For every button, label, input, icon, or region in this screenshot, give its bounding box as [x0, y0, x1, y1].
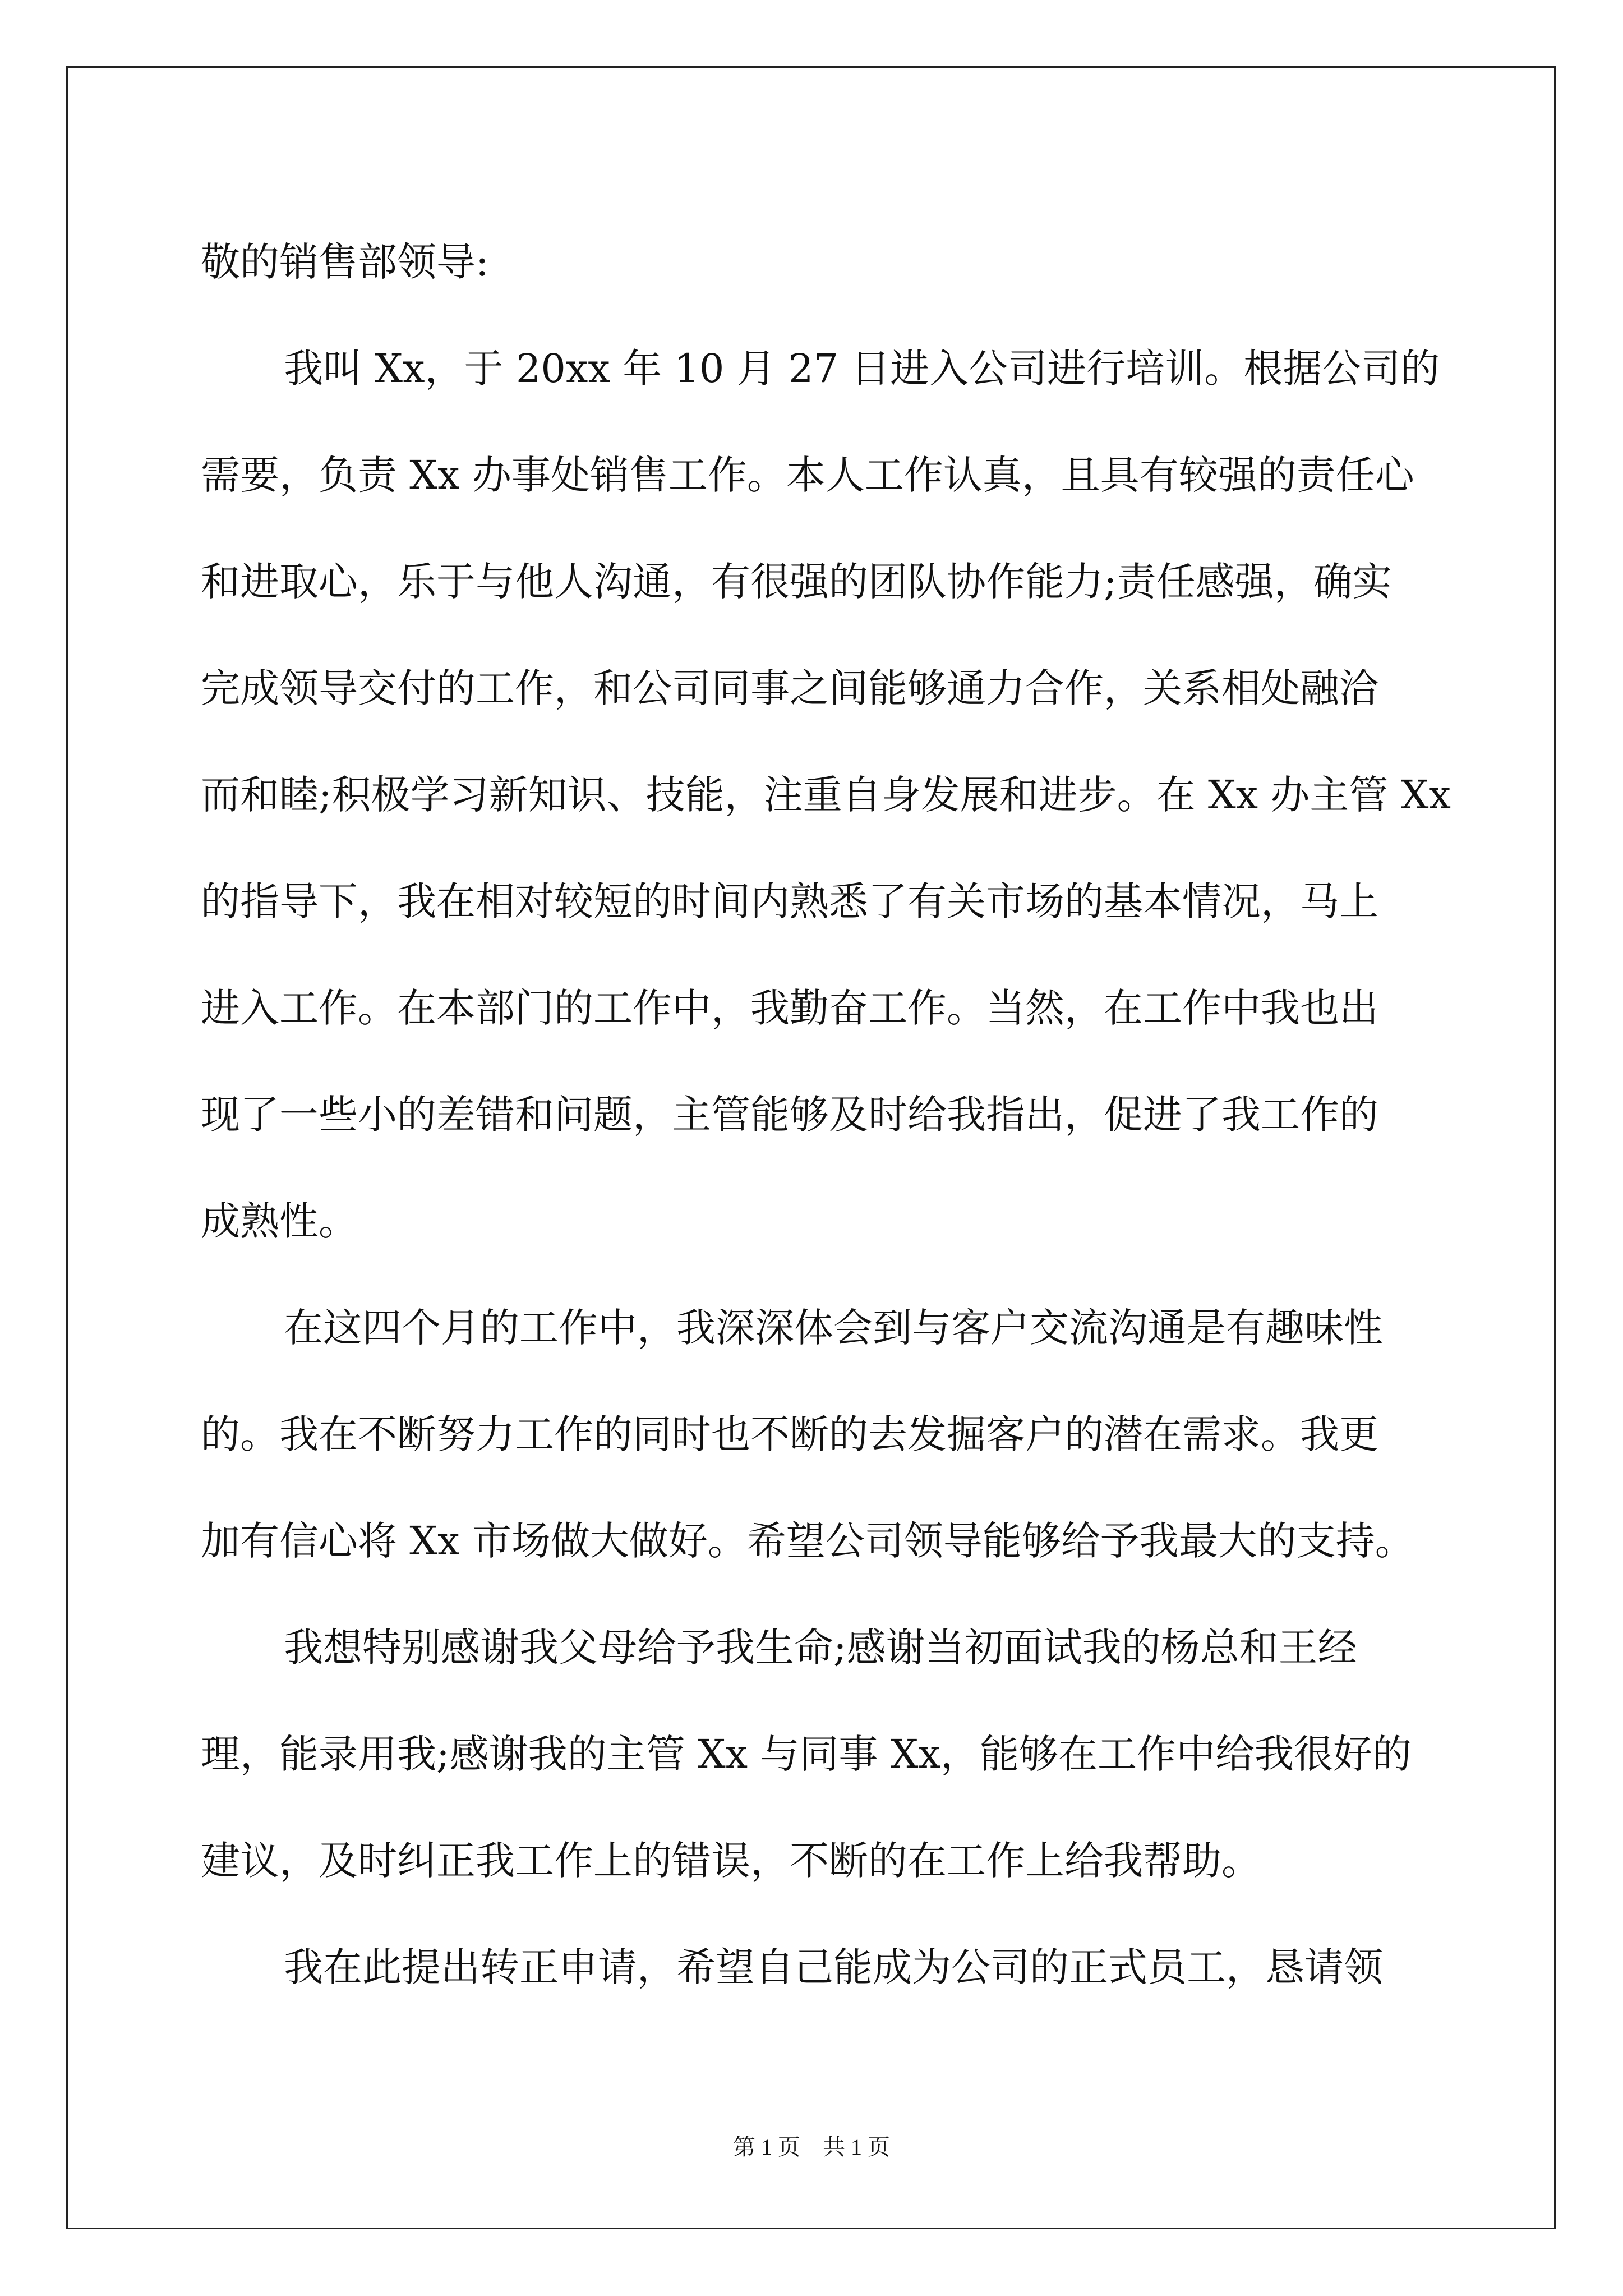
text-line: 理，能录用我;感谢我的主管 Xx 与同事 Xx，能够在工作中给我很好的	[201, 1731, 1412, 1777]
salutation-line: 敬的销售部领导:	[201, 239, 489, 285]
text-line: 加有信心将 Xx 市场做大做好。希望公司领导能够给予我最大的支持。	[201, 1518, 1414, 1564]
text-line: 我在此提出转正申请，希望自己能成为公司的正式员工，恳请领	[284, 1944, 1383, 1990]
page-footer: 第 1 页 共 1 页	[733, 2134, 890, 2160]
text-line: 而和睦;积极学习新知识、技能，注重自身发展和进步。在 Xx 办主管 Xx	[201, 772, 1451, 818]
text-line: 建议，及时纠正我工作上的错误，不断的在工作上给我帮助。	[201, 1838, 1261, 1884]
text-line: 成熟性。	[201, 1198, 358, 1244]
text-line: 和进取心，乐于与他人沟通，有很强的团队协作能力;责任感强，确实	[201, 559, 1392, 605]
text-line: 进入工作。在本部门的工作中，我勤奋工作。当然，在工作中我也出	[201, 985, 1378, 1031]
text-line: 在这四个月的工作中，我深深体会到与客户交流沟通是有趣味性	[284, 1305, 1383, 1351]
text-line: 完成领导交付的工作，和公司同事之间能够通力合作，关系相处融洽	[201, 665, 1378, 711]
text-line: 需要，负责 Xx 办事处销售工作。本人工作认真，且具有较强的责任心	[201, 452, 1414, 498]
text-line: 我想特别感谢我父母给予我生命;感谢当初面试我的杨总和王经	[284, 1625, 1357, 1671]
text-line: 现了一些小的差错和问题，主管能够及时给我指出，促进了我工作的	[201, 1092, 1378, 1138]
text-line: 的。我在不断努力工作的同时也不断的去发掘客户的潜在需求。我更	[201, 1411, 1378, 1457]
text-line: 的指导下，我在相对较短的时间内熟悉了有关市场的基本情况，马上	[201, 878, 1378, 924]
text-line: 我叫 Xx，于 20xx 年 10 月 27 日进入公司进行培训。根据公司的	[284, 346, 1440, 392]
